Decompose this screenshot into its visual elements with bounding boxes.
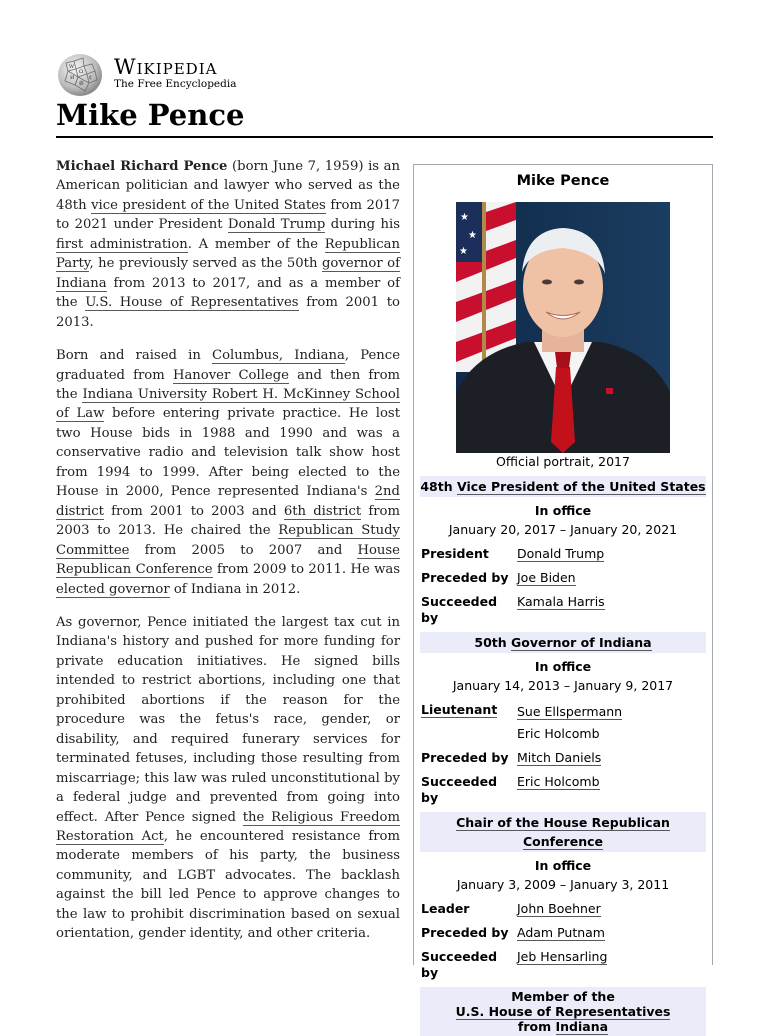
link-us-house[interactable]: U.S. House of Representatives	[85, 295, 299, 311]
infobox-row-lieutenant	[421, 702, 712, 742]
link-lieutenant[interactable]: Lieutenant	[421, 702, 498, 717]
link-donald-trump[interactable]: Donald Trump	[227, 217, 326, 233]
office-dates: January 20, 2017 – January 20, 2021	[448, 522, 678, 537]
in-office-label: In office	[534, 503, 592, 518]
infobox-row-succeeded-by	[421, 594, 712, 626]
link-adam-putnam[interactable]: Adam Putnam	[517, 925, 605, 940]
svg-text:★: ★	[468, 230, 477, 241]
row-label: Leader	[421, 901, 470, 916]
text-run: from 2005 to 2007 and	[129, 542, 358, 558]
svg-text:★: ★	[459, 246, 468, 257]
office-ordinal: 50th	[474, 635, 512, 650]
text-run: , he encountered resistance from moderate members of his party, the business community, and LGBT advocates. The backlash against the bill led Pence to approve changes to the law to prohibit discrimination based on sexual orientation, gender identity, and other criteria.	[56, 828, 401, 942]
official-portrait[interactable]	[456, 202, 670, 453]
infobox-row-succeeded-by	[421, 774, 712, 806]
link-hanover-college[interactable]: Hanover College	[172, 367, 289, 383]
row-label: Preceded by	[421, 925, 509, 940]
article-paragraph-2	[56, 346, 400, 599]
link-eric-holcomb[interactable]: Eric Holcomb	[517, 774, 600, 789]
subject-full-name: Michael Richard Pence	[56, 159, 228, 174]
link-donald-trump-infobox[interactable]: Donald Trump	[517, 546, 605, 561]
row-label: Succeeded by	[421, 594, 498, 625]
link-conference-chair-office[interactable]: Chair of the House Republican Conference	[456, 815, 670, 849]
office-dates: January 14, 2013 – January 9, 2017	[452, 678, 674, 693]
text-run: from 2013 to 2017, and as a member of the	[56, 275, 400, 311]
text-run: before entering private practice. He lost two House bids in 1988 and 1990 and was a conservative radio and television talk show host from 1994 to 1999. After being elected to the House in 2000, Pence represented Indiana's	[56, 406, 400, 500]
office-header-conference-chair	[420, 812, 706, 852]
link-indiana[interactable]: Indiana	[555, 1019, 609, 1034]
text-run: , he previously served as the 50th	[89, 256, 322, 272]
text-run: from 2001 to 2003 and	[103, 503, 284, 519]
svg-text:維: 維	[79, 81, 85, 87]
link-us-house-office[interactable]: U.S. House of Representatives	[455, 1004, 671, 1019]
link-2nd-district[interactable]: 2nd district	[56, 484, 400, 519]
infobox-row-president	[421, 546, 712, 562]
lieutenant-eric-holcomb: Eric Holcomb	[517, 726, 600, 741]
link-vice-president-office[interactable]: Vice President of the United States	[456, 479, 706, 494]
member-of-label: Member of the	[511, 989, 615, 1004]
article-body	[56, 157, 400, 958]
in-office-label: In office	[534, 659, 592, 674]
link-republican-study-committee[interactable]: Republican Study Committee	[56, 523, 400, 558]
link-elected-governor[interactable]: elected governor	[56, 581, 170, 597]
text-run: . A member of the	[187, 236, 325, 252]
text-run: of Indiana in 2012.	[169, 581, 301, 597]
text-run: from 2003 to 2013. He chaired the	[56, 503, 400, 539]
link-first-administration[interactable]: first administration	[56, 236, 188, 252]
infobox	[413, 164, 713, 1034]
article-paragraph-1	[56, 157, 400, 332]
text-run: from 2001 to 2013.	[56, 295, 400, 330]
infobox-row-preceded-by	[421, 570, 712, 586]
text-run: , Pence graduated from	[56, 348, 400, 383]
link-vice-president[interactable]: vice president of the United States	[91, 197, 326, 213]
wikipedia-wordmark	[114, 56, 236, 90]
link-jeb-hensarling[interactable]: Jeb Hensarling	[517, 949, 608, 964]
infobox-row-preceded-by	[421, 925, 712, 941]
wikipedia-logo[interactable]	[56, 53, 236, 97]
wikipedia-globe-icon	[56, 53, 104, 97]
office-header-governor	[420, 632, 706, 653]
infobox-row-leader	[421, 901, 712, 917]
text-run: (born June 7, 1959) is an American politician and lawyer who served as the 48th	[56, 159, 400, 213]
infobox-row-preceded-by	[421, 750, 712, 766]
link-governor-office[interactable]: Governor of Indiana	[511, 635, 652, 650]
office-dates: January 3, 2009 – January 3, 2011	[456, 877, 670, 892]
text-run: and then from the	[56, 367, 401, 402]
link-kamala-harris[interactable]: Kamala Harris	[517, 594, 605, 609]
row-label: Succeeded by	[421, 774, 498, 805]
link-sue-ellspermann[interactable]: Sue Ellspermann	[517, 704, 623, 719]
svg-text:ع: ع	[89, 74, 92, 80]
svg-text:Ω: Ω	[79, 69, 84, 75]
row-label: Succeeded by	[421, 949, 498, 980]
svg-text:★: ★	[460, 212, 469, 223]
link-john-boehner[interactable]: John Boehner	[517, 901, 601, 916]
link-mitch-daniels[interactable]: Mitch Daniels	[517, 750, 602, 765]
article-paragraph-3	[56, 613, 400, 944]
link-religious-freedom-act[interactable]: the Religious Freedom Restoration Act	[56, 809, 400, 844]
office-header-vice-president	[420, 476, 706, 497]
portrait-caption: Official portrait, 2017	[496, 454, 630, 469]
text-run: Born and raised in	[56, 348, 212, 364]
text-run: during his	[325, 217, 400, 233]
text-run: As governor, Pence initiated the largest tax cut in Indiana's history and pushed for more funding for private education initiatives. He signed bills intended to restrict abortions, including one that prohibited abortions if the reason for the procedure was the fetus's race, gender, or disability, and required funerary services for terminated fetuses, including those resulting from miscarriage; this law was ruled unconstitutional by a federal judge and prevented from going into effect. After Pence signed	[56, 614, 400, 825]
site-tagline: The Free Encyclopedia	[114, 78, 237, 90]
in-office-label: In office	[534, 858, 592, 873]
link-joe-biden[interactable]: Joe Biden	[517, 570, 576, 585]
link-columbus-indiana[interactable]: Columbus, Indiana	[211, 348, 345, 364]
link-republican-party[interactable]: Republican Party	[56, 236, 400, 272]
page-title: Mike Pence	[56, 98, 245, 132]
svg-text:W: W	[69, 64, 75, 70]
title-divider	[56, 136, 713, 138]
from-label: from	[517, 1019, 556, 1034]
link-house-republican-conference[interactable]: House Republican Conference	[56, 542, 400, 578]
row-label: Preceded by	[421, 570, 509, 585]
text-run: from 2009 to 2011. He was	[212, 562, 400, 578]
office-ordinal: 48th	[420, 479, 457, 494]
link-6th-district[interactable]: 6th district	[283, 503, 362, 519]
infobox-title: Mike Pence	[516, 173, 610, 189]
office-header-house-member	[420, 987, 706, 1036]
text-run: from 2017 to 2021 under President	[56, 197, 401, 233]
link-mckinney-law[interactable]: Indiana University Robert H. McKinney School of Law	[56, 386, 400, 422]
row-label: President	[421, 546, 489, 561]
infobox-row-succeeded-by	[421, 949, 712, 981]
svg-text:И: И	[70, 75, 75, 81]
row-label: Preceded by	[421, 750, 509, 765]
link-governor-of-indiana[interactable]: governor of Indiana	[56, 256, 400, 291]
site-name: Wikipedia	[114, 55, 218, 79]
